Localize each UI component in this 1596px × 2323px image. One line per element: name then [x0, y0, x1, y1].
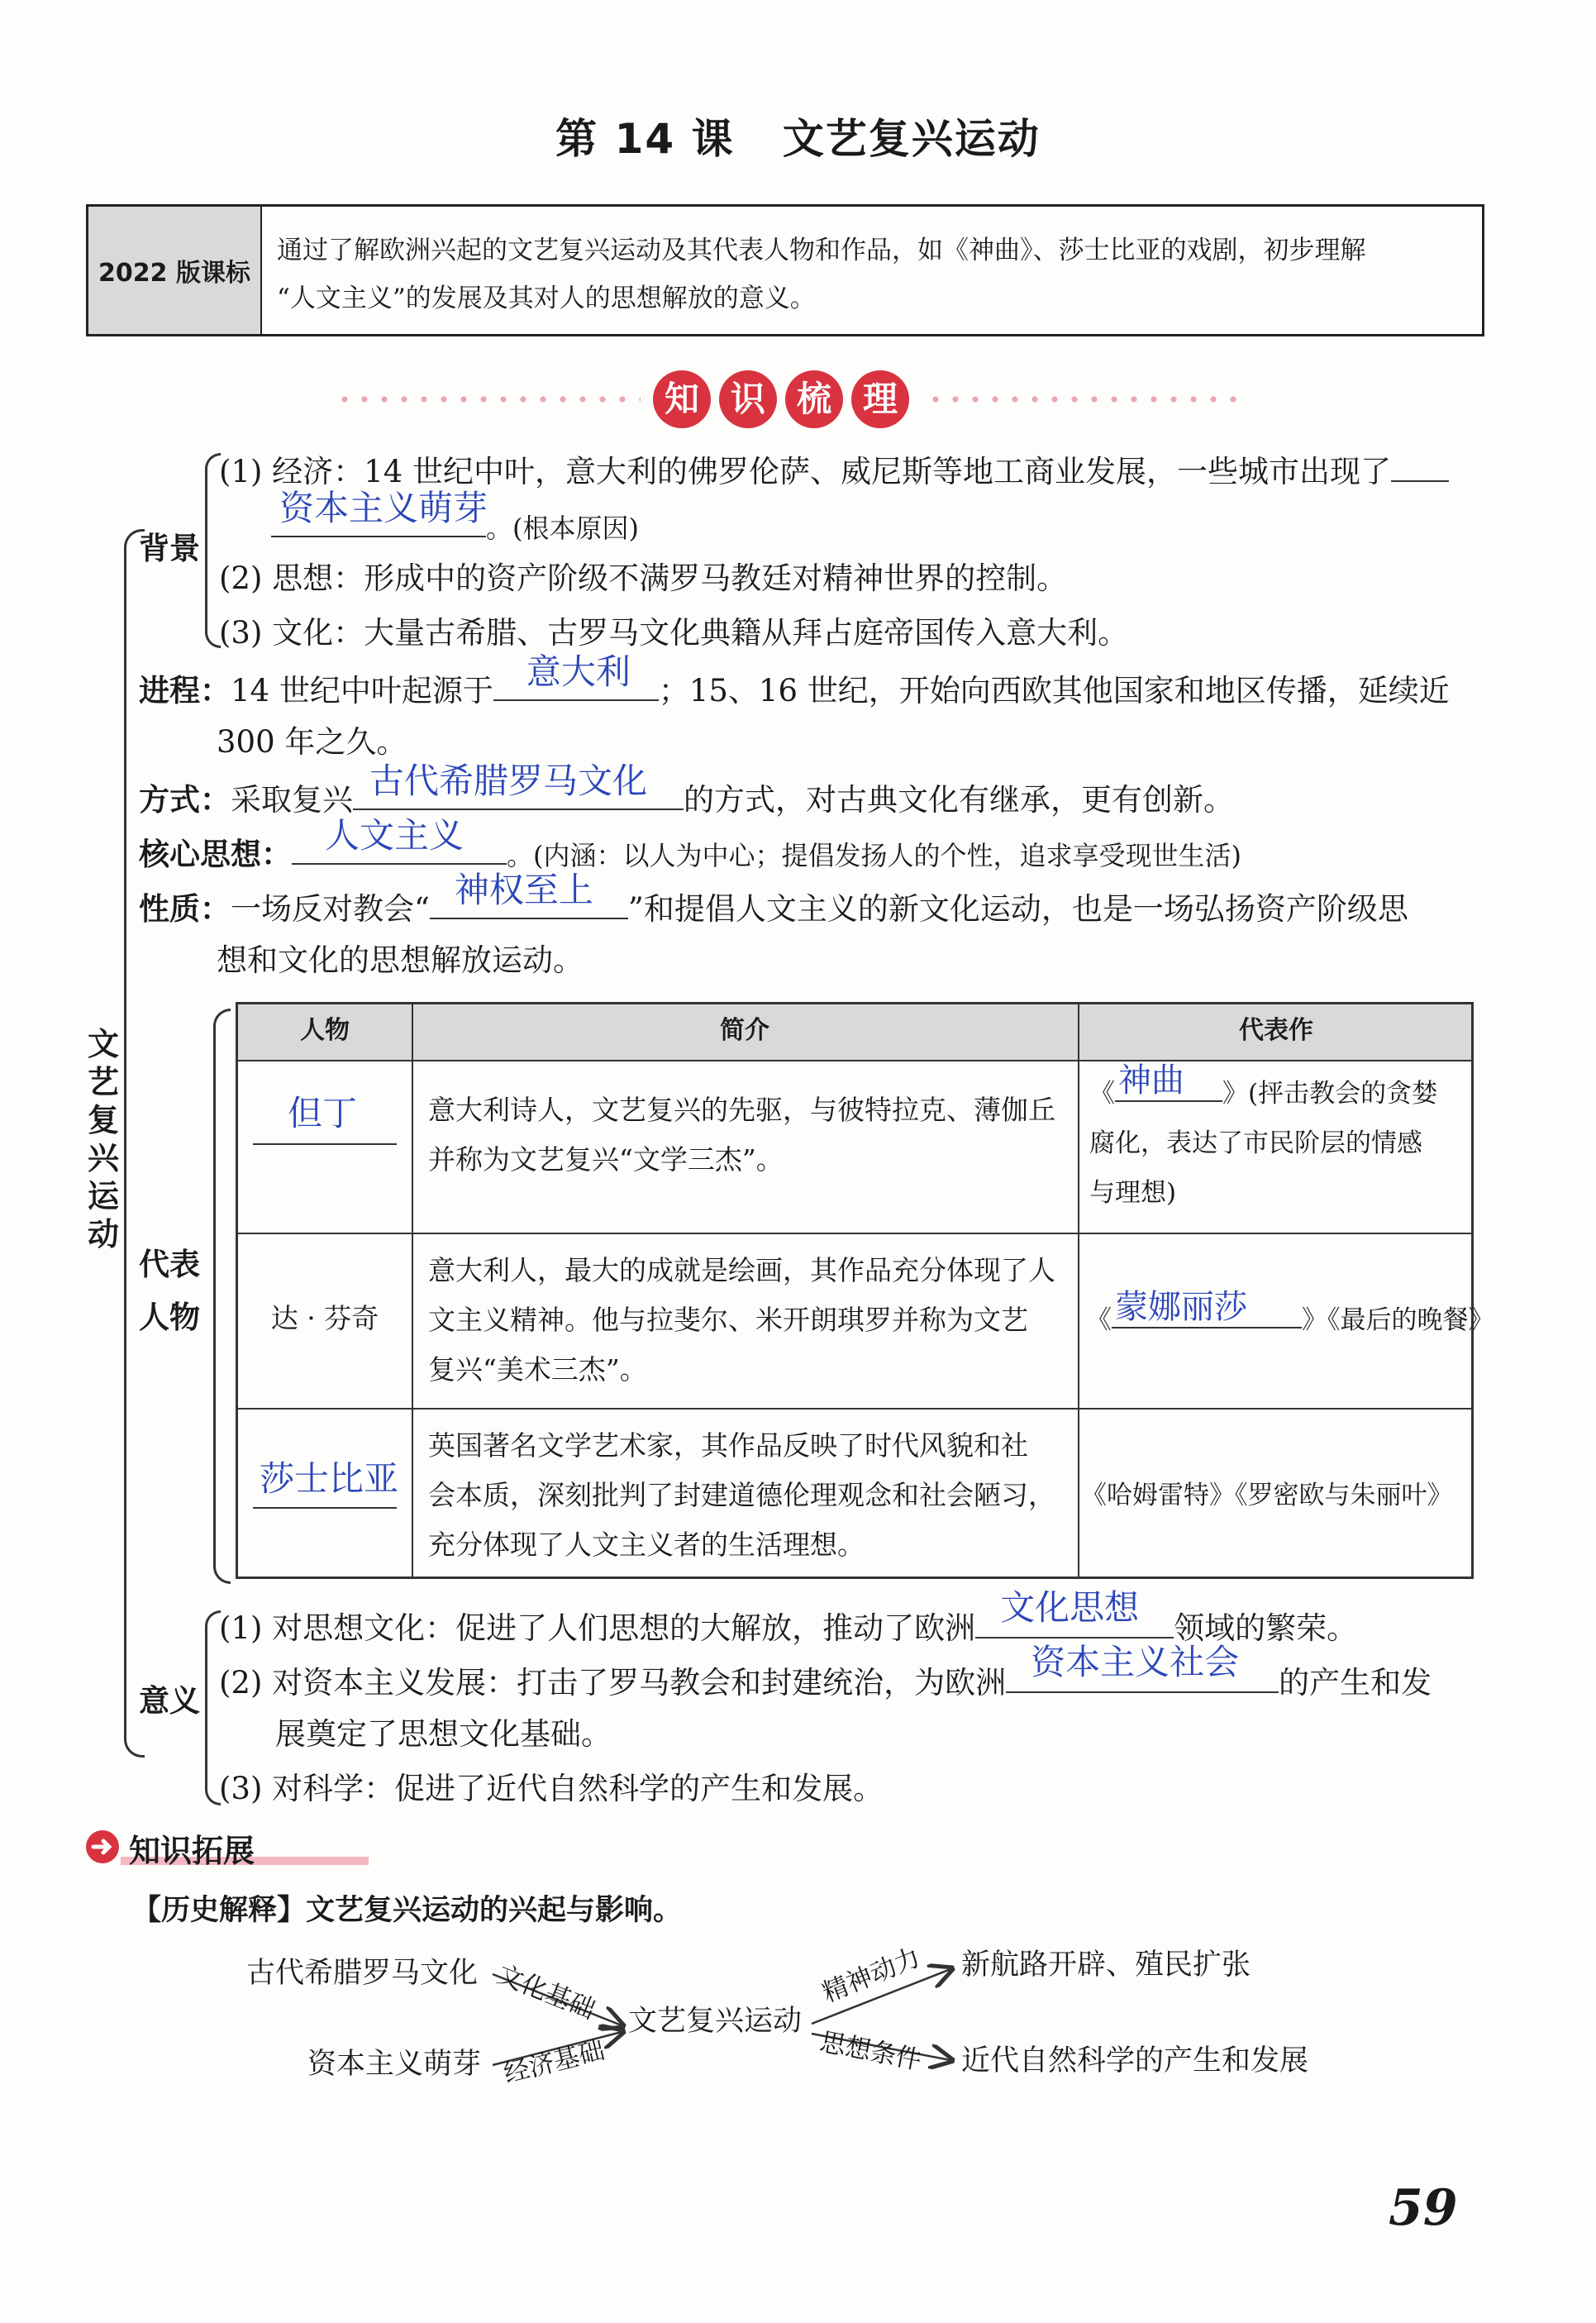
- extension-heading: 【历史解释】文艺复兴运动的兴起与影响。: [132, 1894, 683, 1927]
- work-note: 》《最后的晚餐》: [1302, 1305, 1494, 1335]
- handwritten-answer: 资本主义萌芽: [279, 488, 488, 528]
- header-char: 识: [719, 370, 777, 428]
- nature-line: [139, 870, 1408, 928]
- handwritten-answer: 意大利: [526, 651, 631, 692]
- flow-arrow-label: 文化基础: [493, 1959, 599, 2025]
- core-label: 核心思想：: [139, 837, 292, 872]
- work-note: 与理想): [1089, 1178, 1177, 1208]
- intro-line: 意大利人，最大的成就是绘画，其作品充分体现了人: [428, 1254, 1055, 1286]
- curriculum-standard-box: [86, 204, 1484, 336]
- handwritten-answer: 文化思想: [1000, 1587, 1140, 1628]
- representatives-brace: [213, 1009, 231, 1584]
- section-header: [0, 370, 1596, 428]
- intro-line: 英国著名文学艺术家，其作品反映了时代风貌和社: [428, 1429, 1028, 1462]
- method-text: 的方式，对古典文化有继承，更有创新。: [684, 782, 1234, 818]
- background-item-1: [219, 451, 1449, 490]
- flow-arrow-label: 经济基础: [501, 2035, 608, 2089]
- process-text: 14 世纪中叶起源于: [231, 673, 493, 708]
- background-item-1-text: (1) 经济：14 世纪中叶，意大利的佛罗伦萨、威尼斯等地工商业发展，一些城市出现了: [219, 454, 1392, 489]
- table-divider: [412, 1004, 413, 1576]
- intro-line: 会本质，深刻批判了封建道德伦理观念和社会陋习，: [428, 1479, 1055, 1511]
- nature-line-2: 想和文化的思想解放运动。: [217, 942, 584, 978]
- handwritten-answer: 蒙娜丽莎: [1115, 1288, 1247, 1326]
- intro-line: 并称为文艺复兴“文学三杰”。: [428, 1143, 784, 1176]
- handwritten-answer: 人文主义: [325, 815, 465, 856]
- table-header-cell: 人物: [300, 1016, 350, 1045]
- method-label: 方式：: [139, 782, 231, 818]
- table-header-cell: 简介: [720, 1016, 769, 1045]
- background-label: 背景: [139, 531, 200, 566]
- standard-label: 2022 版课标: [88, 207, 262, 334]
- significance-text: 的产生和发: [1279, 1665, 1432, 1701]
- table-row-person: 达 · 芬奇: [270, 1302, 379, 1334]
- standard-text-line: 通过了解欧洲兴起的文艺复兴运动及其代表人物和作品，如《神曲》、莎士比亚的戏剧，初步理解: [277, 236, 1366, 265]
- table-row-work: [1089, 1061, 1438, 1218]
- answer-blank: [353, 761, 684, 810]
- handwritten-answer: 莎士比亚: [260, 1458, 399, 1499]
- flow-source: 资本主义萌芽: [307, 2048, 482, 2081]
- table-row-person: [253, 1458, 399, 1509]
- dots-left: [335, 395, 641, 403]
- flow-outcome: 新航路开辟、殖民扩张: [961, 1949, 1251, 1982]
- flow-center: 文艺复兴运动: [628, 2005, 803, 2038]
- significance-item-2: [219, 1642, 1432, 1701]
- table-divider: [238, 1408, 1471, 1410]
- answer-blank: [975, 1587, 1174, 1639]
- representatives-label: 代表: [139, 1247, 200, 1282]
- intro-line: 文主义精神。他与拉斐尔、米开朗琪罗并称为文艺: [428, 1304, 1028, 1336]
- work-note: 》(抨击教会的贪婪: [1222, 1079, 1438, 1109]
- intro-line: 复兴“美术三杰”。: [428, 1353, 647, 1386]
- answer-blank: [1112, 1288, 1302, 1328]
- answer-blank: [292, 815, 507, 865]
- table-row-work: 《哈姆雷特》《罗密欧与朱丽叶》: [1081, 1481, 1453, 1510]
- handwritten-answer: 但丁: [288, 1093, 358, 1133]
- intro-line: 充分体现了人文主义者的生活理想。: [428, 1529, 865, 1561]
- nature-text: ”和提倡人文主义的新文化运动，也是一场弘扬资产阶级思: [627, 891, 1408, 927]
- header-char: 梳: [785, 370, 843, 428]
- background-item-1-note: 。(根本原因): [486, 513, 639, 544]
- table-row-intro: [428, 1246, 1055, 1395]
- process-text: ；15、16 世纪，开始向西欧其他国家和地区传播，延续近: [658, 673, 1450, 708]
- lesson-title: 文艺复兴运动: [782, 115, 1041, 163]
- work-bracket: 《: [1086, 1305, 1112, 1335]
- handwritten-answer: 神曲: [1118, 1061, 1184, 1099]
- handwritten-answer: 资本主义社会: [1031, 1642, 1240, 1682]
- method-line: [139, 761, 1234, 818]
- flow-arrow-label: 思想条件: [817, 2027, 924, 2076]
- significance-item-3: (3) 对科学：促进了近代自然科学的产生和发展。: [219, 1771, 884, 1806]
- page-title: [0, 106, 1596, 165]
- table-row-intro: [428, 1085, 1055, 1185]
- significance-item-2-cont: 展奠定了思想文化基础。: [275, 1716, 612, 1752]
- header-char: 理: [851, 370, 909, 428]
- background-item-3: (3) 文化：大量古希腊、古罗马文化典籍从拜占庭帝国传入意大利。: [219, 615, 1129, 651]
- answer-blank: [493, 651, 659, 701]
- nature-label: 性质：: [139, 891, 231, 927]
- handwritten-answer: 古代希腊罗马文化: [369, 761, 648, 801]
- intro-line: 意大利诗人，文艺复兴的先驱，与彼特拉克、薄伽丘: [428, 1094, 1055, 1126]
- process-label: 进程：: [139, 673, 231, 708]
- significance-text: (2) 对资本主义发展：打击了罗马教会和封建统治，为欧洲: [219, 1665, 1007, 1701]
- arrow-right-icon: [86, 1830, 119, 1863]
- answer-blank: [271, 488, 488, 537]
- handwritten-answer: 神权至上: [454, 870, 593, 910]
- vertical-topic-label: 文艺复兴运动: [87, 1026, 119, 1252]
- answer-blank: [1115, 1061, 1222, 1102]
- significance-label: 意义: [139, 1683, 200, 1719]
- significance-text: (1) 对思想文化：促进了人们思想的大解放，推动了欧洲: [219, 1610, 976, 1646]
- main-brace: [124, 529, 145, 1758]
- dots-right: [926, 395, 1248, 403]
- process-line: [139, 651, 1450, 709]
- work-note: 腐化，表达了市民阶层的情感: [1089, 1128, 1422, 1158]
- page-number: 59: [1389, 2179, 1458, 2237]
- table-row-work: [1086, 1288, 1494, 1345]
- method-text: 采取复兴: [231, 782, 353, 818]
- table-row-person: [253, 1093, 397, 1145]
- table-row-intro: [428, 1421, 1055, 1570]
- answer-blank: [1006, 1642, 1279, 1693]
- background-item-2: (2) 思想：形成中的资产阶级不满罗马教廷对精神世界的控制。: [219, 560, 1068, 596]
- flow-outcome: 近代自然科学的产生和发展: [961, 2044, 1309, 2077]
- significance-text: 领域的繁荣。: [1174, 1610, 1358, 1646]
- representatives-label: 人物: [139, 1300, 200, 1335]
- standard-text: [277, 227, 1469, 322]
- flow-arrow-label: 精神动力: [818, 1942, 925, 2009]
- core-line: [139, 815, 1241, 873]
- answer-blank: [1391, 451, 1449, 482]
- core-note: 。(内涵：以人为中心；提倡发扬人的个性，追求享受现世生活): [507, 840, 1241, 871]
- representatives-table: [236, 1002, 1494, 1579]
- standard-text-line: “人文主义”的发展及其对人的思想解放的意义。: [277, 284, 816, 313]
- flow-source: 古代希腊罗马文化: [246, 1957, 479, 1990]
- table-divider: [1078, 1004, 1079, 1576]
- header-char: 知: [653, 370, 711, 428]
- process-line-2: 300 年之久。: [217, 724, 407, 760]
- background-item-1-cont: [271, 488, 639, 546]
- table-divider: [238, 1233, 1471, 1234]
- nature-text: 一场反对教会“: [231, 891, 430, 927]
- lesson-number: 第 14 课: [555, 115, 735, 163]
- table-header-cell: 代表作: [1239, 1016, 1313, 1045]
- work-bracket: 《: [1089, 1079, 1115, 1109]
- answer-blank: [430, 870, 628, 919]
- extension-tag-label: 知识拓展: [129, 1833, 255, 1869]
